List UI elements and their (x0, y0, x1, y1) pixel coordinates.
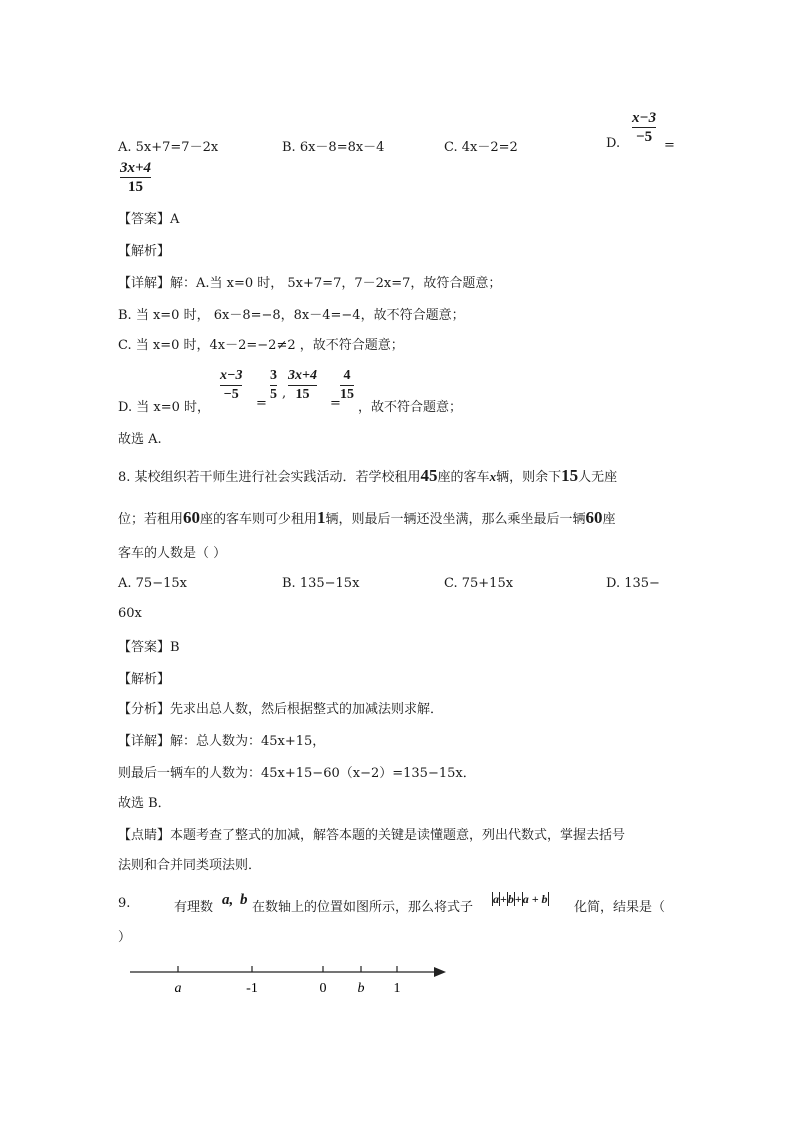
q9-text-c: 化简，结果是（ (574, 900, 666, 915)
q7-line-d-fraction-2: 3 5 (270, 368, 277, 402)
q9-number: 9. (118, 896, 131, 911)
q8-answer: 【答案】B (118, 640, 180, 655)
q9-expr-a: a (493, 892, 499, 906)
q7-detail: 【详解】解：A.当 x=0 时， 5x+7=7，7－2x=7，故符合题意； (118, 276, 502, 291)
q9-expr-plus2: + (514, 892, 522, 906)
q7-option-d: D. (606, 136, 621, 151)
q8-fenxi: 【分析】先求出总人数，然后根据整式的加减法则求解． (118, 702, 444, 717)
q9-var-b: b (240, 892, 248, 908)
q8-text-2b: 座的客车则可少租用 (200, 512, 318, 527)
q8-dianjing-1: 【点睛】本题考查了整式的加减，解答本题的关键是读懂题意，列出代数式，掌握去括号 (118, 828, 626, 843)
q8-text-1c: 辆，则余下 (496, 470, 562, 485)
label-neg1: -1 (246, 981, 258, 996)
q7-line-d-prefix: D. 当 x=0 时， (118, 400, 210, 415)
q7-line-b: B. 当 x=0 时， 6x－8=−8，8x－4=−4，故不符合题意； (118, 308, 465, 323)
q7-line-d-suffix: ，故不符合题意； (358, 400, 463, 415)
q7-line-d-eq2: = (330, 396, 341, 411)
q7-line-c: C. 当 x=0 时，4x－2=−2≠2 ，故不符合题意； (118, 338, 404, 353)
q7-line-d-fraction-1: x−3 −5 (220, 368, 243, 402)
q9-text-b: 在数轴上的位置如图所示，那么将式子 (252, 900, 474, 915)
q8-var-x: x (489, 469, 497, 484)
q8-detail-2: 则最后一辆车的人数为：45x+15−60（x−2）=135−15x． (118, 766, 476, 781)
label-0: 0 (319, 981, 327, 996)
q8-text-1b: 座的客车 (437, 470, 490, 485)
q7-d-equals: = (664, 138, 675, 153)
q8-option-a: A. 75−15x (118, 576, 187, 591)
q7-option-b: B. 6x－8=8x－4 (282, 140, 385, 155)
q9-expr-ab: a + b (522, 892, 548, 906)
q7-option-a: A. 5x+7=7－2x (118, 140, 219, 155)
label-a: a (174, 981, 182, 996)
q9-expr-b: b (507, 892, 514, 906)
q8-text-1a: 8. 某校组织若干师生进行社会实践活动．若学校租用 (118, 470, 421, 485)
q9-text-a: 有理数 (174, 900, 214, 915)
q8-num-60a: 60 (183, 508, 201, 527)
q8-num-60b: 60 (585, 508, 603, 527)
q9-expr-plus1: + (500, 892, 507, 906)
q7-choose: 故选 A. (118, 432, 162, 447)
q8-option-d: D. 135− (606, 576, 660, 591)
q8-text-2c: 辆，则最后一辆还没坐满，那么乘坐最后一辆 (325, 512, 586, 527)
label-b: b (357, 981, 365, 996)
q7-line-d-fraction-4: 4 15 (340, 368, 354, 402)
q7-d-right-fraction: 3x+4 15 (120, 160, 152, 195)
q8-num-15: 15 (561, 466, 579, 485)
q9-expression (492, 892, 549, 907)
label-1: 1 (393, 981, 401, 996)
q8-choose: 故选 B． (118, 796, 171, 811)
q7-option-c: C. 4x－2=2 (444, 140, 518, 155)
q8-text-2a: 位；若租用 (118, 512, 184, 527)
q8-option-c: C. 75+15x (444, 576, 514, 591)
q7-line-d-comma: , (282, 386, 287, 401)
number-line-arrow (434, 967, 446, 977)
q8-question-line-3: 客车的人数是（ ） (118, 546, 227, 561)
q8-detail: 【详解】解：总人数为：45x+15， (118, 734, 326, 749)
q7-answer: 【答案】A (118, 212, 180, 227)
number-line-figure (120, 960, 460, 1000)
q8-question-line-2 (118, 508, 616, 528)
q8-text-1d: 人无座 (578, 470, 618, 485)
q9-var-a: a, (222, 892, 234, 908)
q7-d-left-fraction: x−3 −5 (632, 110, 657, 145)
q7-line-d-eq1: = (256, 396, 267, 411)
q8-option-d-cont: 60x (118, 606, 142, 621)
q7-line-d-fraction-3: 3x+4 15 (288, 368, 317, 402)
q9-text-d: ） (118, 930, 132, 945)
q8-num-1: 1 (317, 508, 326, 527)
q8-analysis: 【解析】 (118, 672, 171, 687)
q8-num-45: 45 (420, 466, 438, 485)
q8-question-line-1 (118, 466, 617, 486)
q8-dianjing-2: 法则和合并同类项法则． (118, 858, 262, 873)
q8-option-b: B. 135−15x (282, 576, 360, 591)
q8-text-2d: 座 (602, 512, 616, 527)
q7-analysis: 【解析】 (118, 244, 171, 259)
